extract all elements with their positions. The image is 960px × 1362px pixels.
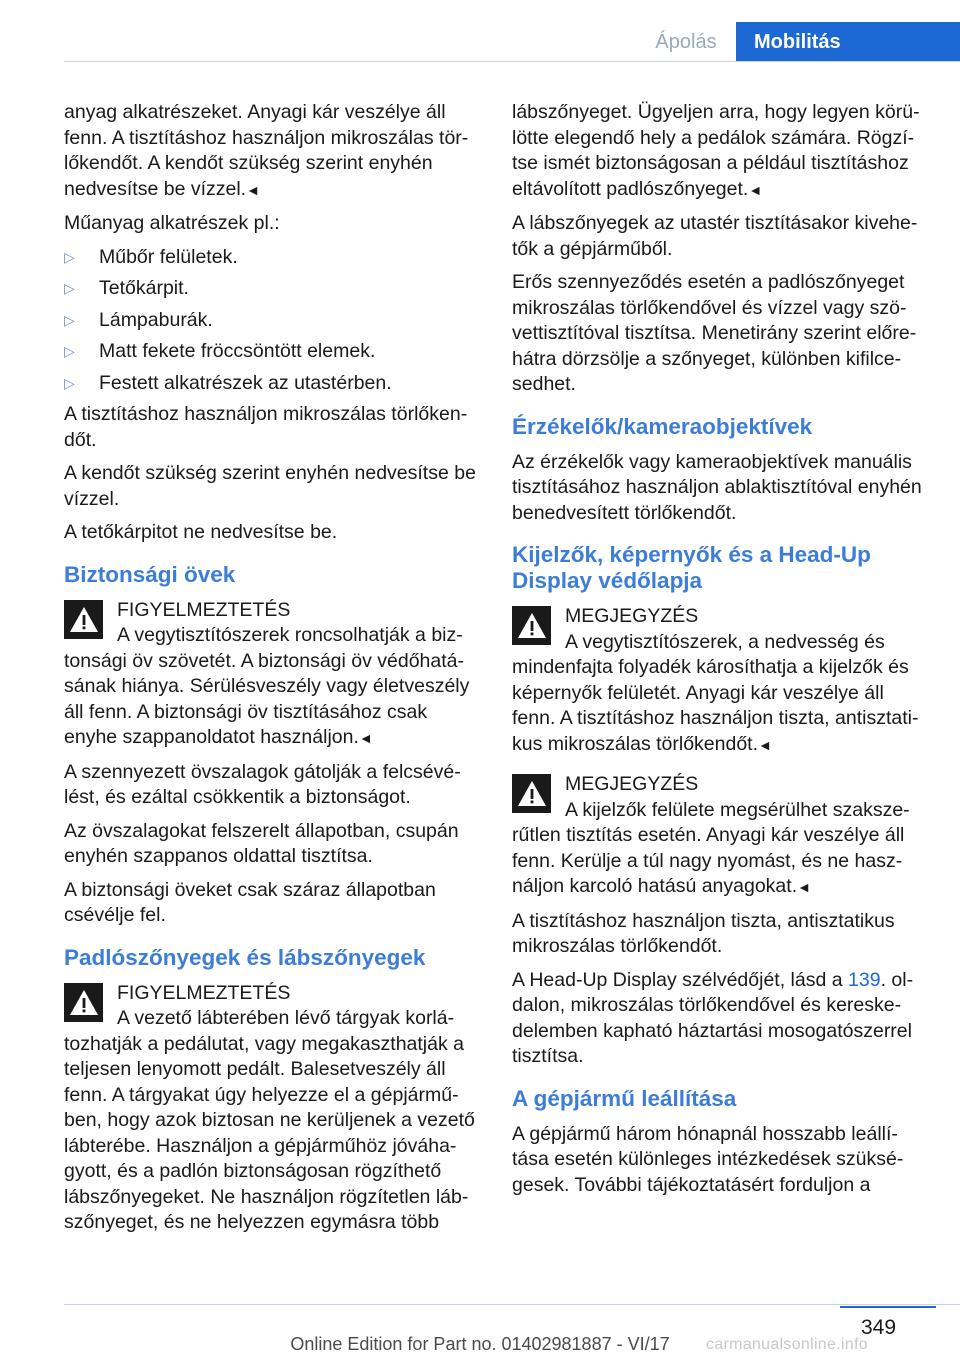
bullet-icon: ▷: [64, 311, 75, 328]
tab-mobility[interactable]: Mobilitás: [736, 22, 960, 62]
header-divider: [64, 61, 960, 62]
section-heading-displays: Kijelzők, képernyők és a Head-Up Display védőlapja: [512, 542, 871, 593]
left-column: [64, 100, 478, 1244]
warning-notice: [64, 598, 478, 752]
end-mark: ◄: [797, 879, 811, 895]
notice-text: A vegytisztítószerek roncsolhatják a biztonsági öv szövetét. A biztonsági öv védőhatásának hiánya. Sérülésveszély vagy életveszély áll fenn. A biztonsági öv tisztításához csak enyhe szappanoldatot használjon.: [64, 624, 470, 748]
section-heading-storage: A gépjármű leállítása: [512, 1085, 737, 1111]
notice-title: FIGYELMEZTETÉS: [117, 598, 291, 621]
bullet-icon: ▷: [64, 374, 75, 391]
bullet-icon: ▷: [64, 280, 75, 296]
paragraph: Erős szennyeződés esetén a padlószőnyeget mikroszálas törlőkendővel és vízzel vagy szövettisztítóval tisztítsa. Menetirány szerint előre-hátra dörzsölje a szőnyeget, különben kifilcesedhet.: [512, 271, 917, 395]
paragraph: anyag alkatrészeket. Anyagi kár veszélye áll fenn. A tisztításhoz használjon mikroszálas törlőkendőt. A kendőt szükség szerint enyhén nedvesítse be vízzel.◄: [64, 101, 469, 200]
paragraph: A lábszőnyegek az utastér tisztításakor kivehetők a gépjárműből.: [512, 212, 918, 260]
end-mark: ◄: [758, 736, 772, 753]
section-heading-seat-belts: Biztonsági övek: [64, 561, 236, 587]
warning-triangle-icon: [512, 774, 551, 813]
list-item: ▷ Matt fekete fröccsöntött elemek.: [64, 339, 478, 365]
notice-text: A kijelzők felülete megsérülhet szakszerűtlen tisztítás esetén. Anyagi kár veszélye áll fenn. Kerülje a túl nagy nyomást, és ne használjon karcoló hatású anyagokat.: [512, 798, 910, 897]
bullet-icon: ▷: [64, 248, 75, 265]
paragraph: Az érzékelők vagy kameraobjektívek manuális tisztításához használjon ablaktisztítóval enyhén benedvesített törlőkendőt.: [512, 450, 922, 524]
right-column: [512, 100, 926, 1206]
notice-text: A vezető lábterében lévő tárgyak korlátozhatják a pedálutat, vagy megakaszthatják a teljesen lenyomott pedált. Balesetveszély áll fenn. A tárgyakat úgy helyezze el a gépjárműben, hogy azok biztosan ne kerüljenek a vezető lábterébe. Használjon a gépjárműhöz jóváhagyott, és a padlón biztonságosan rögzíthető lábszőnyegeket. Ne használjon rögzítetlen lábszőnyeget, és ne helyezzen egymásra több: [64, 1007, 475, 1233]
paragraph: A biztonsági öveket csak száraz állapotban csévélje fel.: [64, 878, 436, 926]
section-heading-sensors: Érzékelők/kameraobjektívek: [512, 413, 813, 439]
end-mark: ◄: [748, 181, 763, 198]
end-mark: ◄: [246, 181, 260, 198]
paragraph: Műanyag alkatrészek pl.:: [64, 212, 280, 234]
list-item: ▷ Festett alkatrészek az utastérben.: [64, 371, 478, 397]
list-item: ▷ Lámpaburák.: [64, 308, 478, 334]
warning-notice: [64, 981, 478, 1236]
paragraph: A tetőkárpitot ne nedvesítse be.: [64, 521, 338, 543]
end-mark: ◄: [358, 730, 373, 746]
warning-triangle-icon: [512, 606, 551, 645]
watermark: carmanualsonline.info: [706, 1336, 868, 1353]
paragraph: A tisztításhoz használjon tiszta, antisztatikus mikroszálas törlőkendőt.: [512, 909, 895, 957]
section-heading-floor-mats: Padlószőnyegek és lábszőnyegek: [64, 944, 426, 970]
caution-notice: [512, 604, 926, 758]
page-number: 349: [861, 1316, 897, 1339]
warning-triangle-icon: [64, 983, 103, 1022]
notice-title: MEGJEGYZÉS: [565, 773, 699, 795]
footer-divider: [64, 1304, 960, 1305]
list-item: ▷ Tetőkárpit.: [64, 276, 478, 302]
paragraph: lábszőnyeget. Ügyeljen arra, hogy legyen körülötte elegendő hely a pedálok számára. Rögzítse ismét biztonságosan a például tisztításhoz eltávolított padlószőnyeget.◄: [512, 101, 920, 200]
edition-footer: Online Edition for Part no. 01402981887 - VI/17: [290, 1334, 670, 1354]
warning-triangle-icon: [64, 600, 103, 639]
page-reference-link[interactable]: 139: [848, 968, 881, 991]
footer-accent-line: [840, 1306, 936, 1308]
tab-care[interactable]: Ápolás: [655, 31, 717, 53]
paragraph: Az övszalagokat felszerelt állapotban, csupán enyhén szappanos oldattal tisztítsa.: [64, 819, 459, 867]
bullet-icon: ▷: [64, 343, 75, 359]
paragraph: A tisztításhoz használjon mikroszálas törlőkendőt.: [64, 403, 468, 451]
notice-title: MEGJEGYZÉS: [565, 605, 699, 627]
paragraph: A gépjármű három hónapnál hosszabb leállítása esetén különleges intézkedések szükségesek. További tájékoztatásért forduljon a: [512, 1122, 904, 1196]
paragraph: A kendőt szükség szerint enyhén nedvesítse be vízzel.: [64, 462, 476, 510]
caution-notice: [512, 772, 926, 901]
paragraph: A szennyezett övszalagok gátolják a felcsévélést, és ezáltal csökkentik a biztonságot.: [64, 760, 461, 808]
plastic-parts-list: [64, 245, 478, 397]
paragraph: A Head-Up Display szélvédőjét, lásd a 139. oldalon, mikroszálas törlőkendővel és kereskedelemben kapható háztartási mosogatószerrel tisztítsa.: [512, 968, 914, 1067]
notice-title: FIGYELMEZTETÉS: [117, 981, 291, 1004]
list-item: ▷ Műbőr felületek.: [64, 245, 478, 271]
notice-text: A vegytisztítószerek, a nedvesség és mindenfajta folyadék károsíthatja a kijelzők és képernyők felületét. Anyagi kár veszélye áll fenn. A tisztításhoz használjon tiszta, antisztatikus mikroszálas törlőkendőt.: [512, 630, 919, 755]
page-header: [0, 0, 960, 62]
